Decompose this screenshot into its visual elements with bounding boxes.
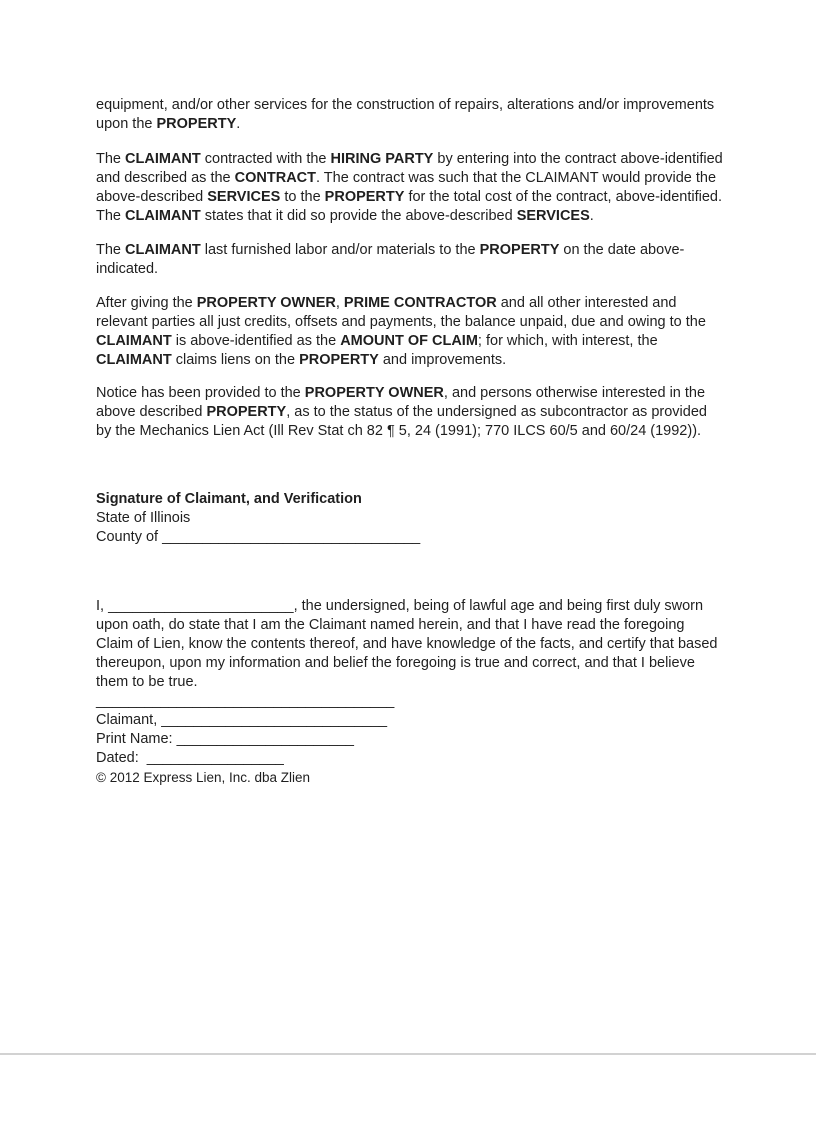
paragraph-last-furnished: The CLAIMANT last furnished labor and/or materials to the PROPERTY on the date above-indicated. [96, 242, 685, 277]
signature-block [96, 692, 723, 768]
copyright-footer: © 2012 Express Lien, Inc. dba Zlien [96, 770, 311, 785]
state-of-illinois-line: State of Illinois [96, 510, 191, 526]
affidavit-paragraph: I, _______________________, the undersigned, being of lawful age and being first duly sworn upon oath, do state that I am the Claimant named herein, and that I have read the foregoing Claim of Lien, know the contents thereof, and have knowledge of the facts, and certify that based thereupon, upon my information and belief the foregoing is true and correct, and that I believe them to be true. [96, 598, 722, 690]
paragraph-contract: The CLAIMANT contracted with the HIRING PARTY by entering into the contract above-identified and described as the CONTRACT. The contract was such that the CLAIMANT would provide the above-described SERVICES to the PROPERTY for the total cost of the contract, above-identified. The CLAIMANT states that it did so provide the above-described SERVICES. [96, 151, 723, 224]
paragraph-amount-of-claim: After giving the PROPERTY OWNER, PRIME CONTRACTOR and all other interested and relevant parties all just credits, offsets and payments, the balance unpaid, due and owing to the CLAIMANT is above-identified as the AMOUNT OF CLAIM; for which, with interest, the CLAIMANT claims liens on the PROPERTY and improvements. [96, 295, 706, 368]
venue-block [96, 509, 723, 547]
document-body [96, 96, 723, 787]
signature-section-heading: Signature of Claimant, and Verification [96, 491, 362, 507]
page-break-line [0, 1053, 816, 1055]
paragraph-services-continuation: equipment, and/or other services for the construction of repairs, alterations and/or improvements upon the PROPERTY. [96, 97, 715, 132]
print-name-line: Print Name: ______________________ [96, 731, 354, 747]
claimant-line: Claimant, ____________________________ [96, 712, 388, 728]
paragraph-notice: Notice has been provided to the PROPERTY OWNER, and persons otherwise interested in the above described PROPERTY, as to the status of the undersigned as subcontractor as provided by the Mechanics Lien Act (Ill Rev Stat ch 82 ¶ 5, 24 (1991); 770 ILCS 60/5 and 60/24 (1992)). [96, 385, 707, 439]
signature-line: _____________________________________ [96, 693, 395, 709]
county-of-line: County of ________________________________ [96, 529, 421, 545]
dated-line: Dated: _________________ [96, 750, 284, 766]
